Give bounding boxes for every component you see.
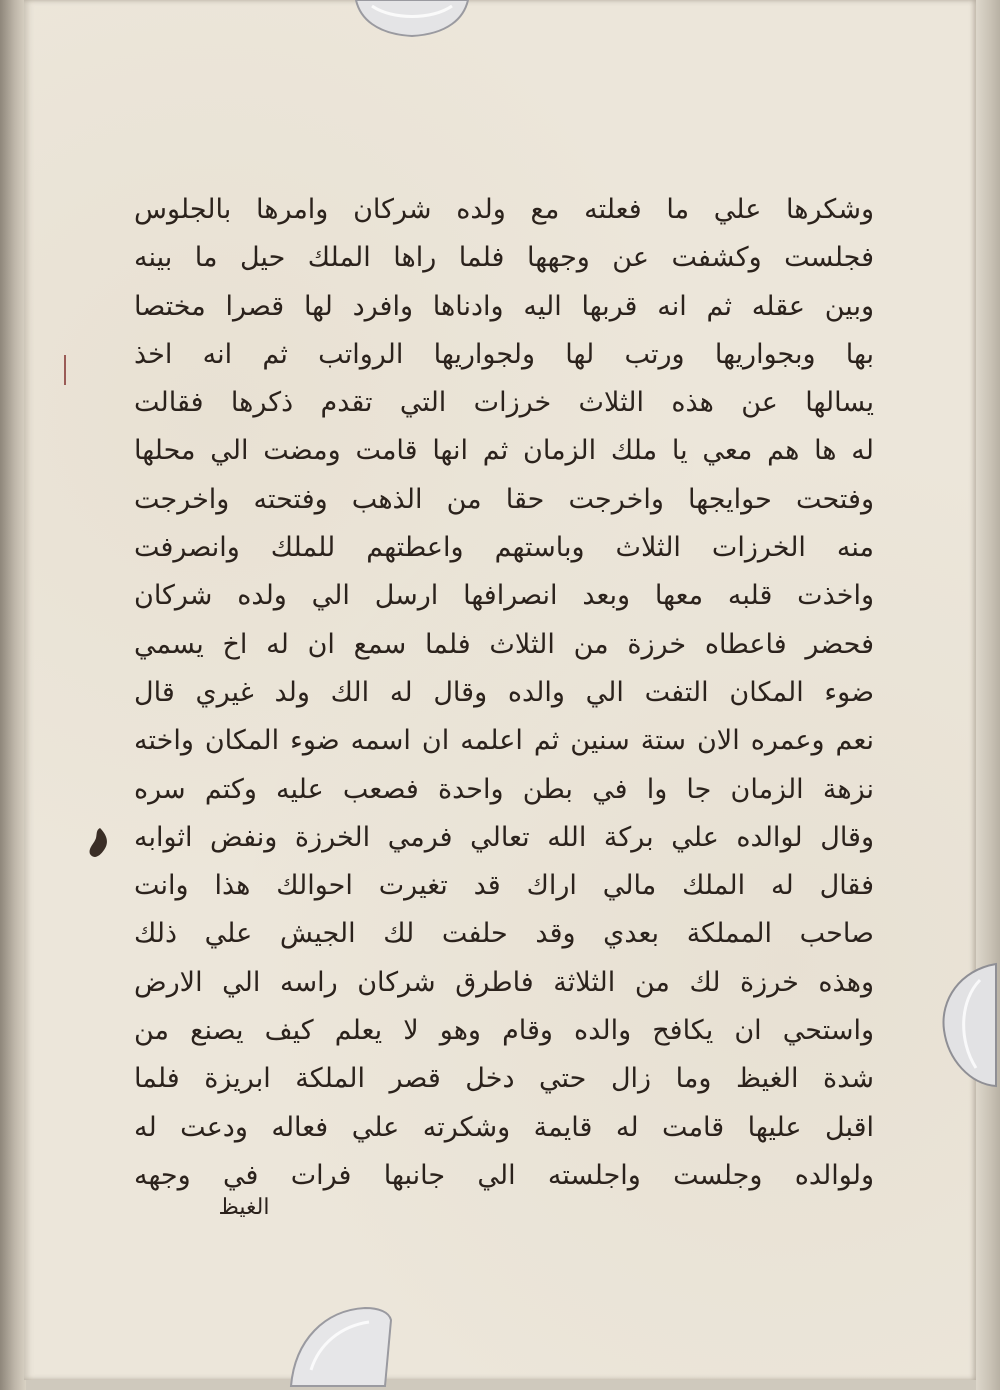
text-line: واخذت قلبه معها وبعد انصرافها ارسل الي ولده شركان — [134, 580, 874, 612]
text-line: منه الخرزات الثلاث وباستهم واعطتهم للملك وانصرفت — [134, 532, 874, 564]
text-line: وشكرها علي ما فعلته مع ولده شركان وامرها بالجلوس — [134, 194, 874, 225]
manuscript-page — [24, 0, 976, 1380]
text-line: فجلست وكشفت عن وجهها فلما راها الملك حيل ما بينه — [134, 242, 874, 274]
text-line: ولوالده وجلست واجلسته الي جانبها فرات في وجهه — [134, 1159, 874, 1191]
text-line: وقال لوالده علي بركة الله تعالي فرمي الخرزة ونفض اثوابه — [134, 821, 874, 853]
text-line: صاحب المملكة بعدي وقد حلفت لك الجيش علي ذلك — [134, 918, 874, 950]
text-line: وفتحت حوايجها واخرجت حقا من الذهب وفتحته واخرجت — [134, 483, 874, 515]
text-line: يسالها عن هذه الثلاث خرزات التي تقدم ذكرها فقالت — [134, 387, 874, 419]
catchword: الغيظ — [218, 1195, 270, 1220]
text-line: نعم وعمره الان ستة سنين ثم اعلمه ان اسمه ضوء المكان واخته — [134, 725, 874, 757]
text-line: فحضر فاعطاه خرزة من الثلاث فلما سمع ان له اخ يسمي — [134, 628, 874, 660]
glass-weight-bottom — [285, 1300, 395, 1390]
text-line: بها وبجواريها ورتب لها ولجواريها الرواتب ثم انه اخذ — [134, 338, 874, 370]
manuscript-text — [134, 186, 874, 1200]
text-line: واستحي ان يكافح والده وقام وهو لا يعلم كيف يصنع من — [134, 1015, 874, 1047]
text-line: له ها هم معي يا ملك الزمان ثم انها قامت ومضت الي محلها — [134, 435, 874, 467]
book-spine — [0, 0, 26, 1390]
text-line: وبين عقله ثم انه قربها اليه وادناها وافرد لها قصرا مختصا — [134, 290, 874, 322]
text-line: شدة الغيظ وما زال حتي دخل قصر الملكة ابريزة فلما — [134, 1063, 874, 1095]
text-line: وهذه خرزة لك من الثلاثة فاطرق شركان راسه الي الارض — [134, 966, 874, 998]
text-line: ضوء المكان التفت الي والده وقال له الك ولد غيري قال — [134, 676, 874, 708]
text-line: اقبل عليها قامت له قايمة وشكرته علي فعاله ودعت له — [134, 1111, 874, 1143]
text-line: فقال له الملك مالي اراك قد تغيرت احوالك هذا وانت — [134, 870, 874, 902]
ink-blot — [86, 826, 112, 867]
text-line: نزهة الزمان جا وا في بطن واحدة فصعب عليه وكتم سره — [134, 773, 874, 805]
margin-mark — [64, 355, 66, 385]
glass-weight-top — [352, 0, 472, 40]
page-edge — [976, 0, 1000, 1390]
glass-weight-right — [930, 960, 1000, 1090]
